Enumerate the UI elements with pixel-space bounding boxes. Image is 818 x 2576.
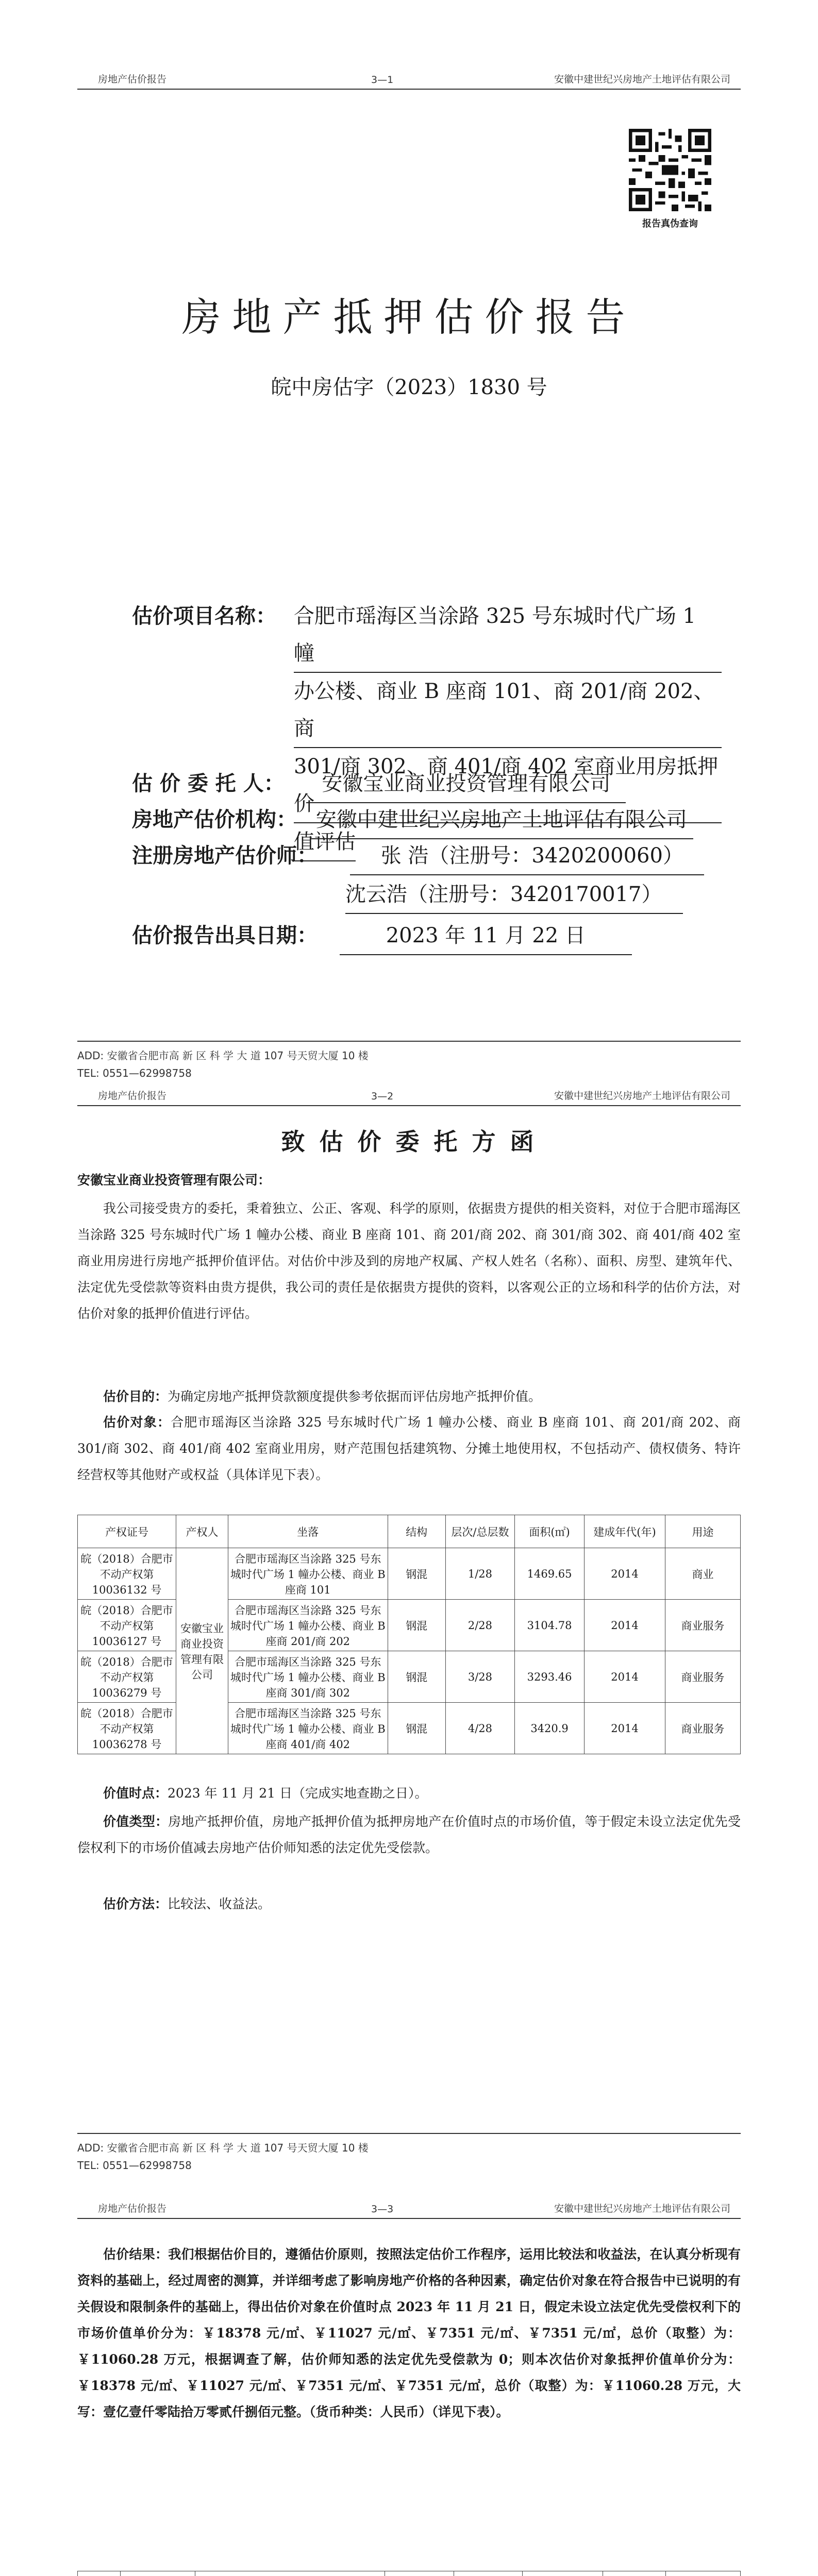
col-header: 层次/总层数 [445, 1515, 515, 1548]
col-header: 产权人 [176, 1515, 228, 1548]
value-type-value: 房地产抵押价值，房地产抵押价值为抵押房地产在价值时点的市场价值，等于假定未设立法定优先受偿权利下的市场价值减去房地产估价师知悉的法定优先受偿款。 [77, 1814, 741, 1855]
header-right: 安徽中建世纪兴房地产土地评估有限公司 [554, 74, 730, 85]
project-name-label: 估价项目名称： [132, 604, 276, 628]
col-header [385, 2571, 454, 2576]
col-header [454, 2571, 522, 2576]
letter-salutation: 安徽宝业商业投资管理有限公司： [77, 1173, 271, 1188]
object-value: 合肥市瑶海区当涂路 325 号东城时代广场 1 幢办公楼、商业 B 座商 101、商 201/商 202、商 301/商 302、商 401/商 402 室商业用房，财产范围包括建筑物、分摊土地使用权，不包括动产、债权债务、特许经营权等其他财产或权益（具体详见下表）。 [77, 1415, 741, 1482]
floor-cell: 2/28 [445, 1600, 515, 1651]
col-header [78, 2571, 121, 2576]
cert-cell: 皖（2018）合肥市不动产权第10036127 号 [78, 1600, 176, 1651]
col-header: 结构 [388, 1515, 445, 1548]
location-cell: 合肥市瑶海区当涂路 325 号东城时代广场 1 幢办公楼、商业 B 座商 301/商 302 [228, 1651, 388, 1703]
floor-cell: 4/28 [445, 1703, 515, 1754]
col-header [603, 2571, 666, 2576]
value-type [77, 1808, 741, 1861]
page-header [77, 73, 741, 90]
footer-address: ADD: 安徽省合肥市高 新 区 科 学 大 道 107 号天贸大厦 10 楼 [77, 2142, 369, 2154]
page-result [0, 2200, 818, 2576]
page-header [77, 1090, 741, 1106]
page-footer [77, 1041, 741, 1082]
appraiser-label: 注册房地产估价师： [132, 843, 318, 868]
cert-cell: 皖（2018）合肥市不动产权第10036132 号 [78, 1548, 176, 1600]
qr-caption: 报告真伪查询 [642, 218, 698, 229]
letter-purpose [77, 1383, 741, 1410]
area-cell: 3420.9 [515, 1703, 585, 1754]
use-cell: 商业服务 [665, 1600, 741, 1651]
purpose-label: 估价目的： [103, 1389, 168, 1404]
report-title: 房地产抵押估价报告 [181, 294, 637, 340]
cert-cell: 皖（2018）合肥市不动产权第10036278 号 [78, 1703, 176, 1754]
cert-cell: 皖（2018）合肥市不动产权第10036279 号 [78, 1651, 176, 1703]
header-page-no: 3—3 [371, 2204, 394, 2215]
value-type-label: 价值类型： [103, 1814, 169, 1829]
letter-intro: 我公司接受贵方的委托，秉着独立、公正、客观、科学的原则，依据贵方提供的相关资料，对位于合肥市瑶海区当涂路 325 号东城时代广场 1 幢办公楼、商业 B 座商 101、商 201/商 202、商 301/商 302、商 401/商 402 室商业用房进行房地产抵押价值评估。对估价中涉及到的房地产权属、产权人姓名（名称）、面积、房型、建筑年代、法定优先受偿款等资料由贵方提供，我公司的责任是依据贵方提供的资料，以客观公正的立场和科学的估价方法，对估价对象的抵押价值进行评估。 [77, 1201, 741, 1321]
col-header [523, 2571, 603, 2576]
col-header: 产权证号 [78, 1515, 176, 1548]
col-header [120, 2571, 195, 2576]
structure-cell: 钢混 [388, 1600, 445, 1651]
letter-object [77, 1409, 741, 1488]
owner-cell: 安徽宝业商业投资管理有限公司 [176, 1548, 228, 1754]
header-left: 房地产估价报告 [98, 1090, 167, 1101]
floor-cell: 3/28 [445, 1651, 515, 1703]
header-left: 房地产估价报告 [98, 2203, 167, 2214]
col-header: 建成年代(年) [584, 1515, 665, 1548]
header-right: 安徽中建世纪兴房地产土地评估有限公司 [554, 1090, 730, 1101]
valuation-result [77, 2241, 741, 2425]
page-cover [0, 0, 818, 1087]
date-label: 估价报告出具日期： [132, 923, 318, 947]
col-header: 坐落 [228, 1515, 388, 1548]
agency-row [132, 801, 693, 839]
client-value: 安徽宝业商业投资管理有限公司 [306, 765, 626, 803]
table-header-row [78, 1515, 741, 1548]
use-cell: 商业 [665, 1548, 741, 1600]
result-table [77, 2571, 741, 2576]
col-header: 面积(㎡) [515, 1515, 585, 1548]
object-label: 估价对象： [103, 1415, 171, 1430]
structure-cell: 钢混 [388, 1651, 445, 1703]
footer-tel: TEL: 0551—62998758 [77, 2159, 192, 2172]
use-cell: 商业服务 [665, 1651, 741, 1703]
structure-cell: 钢混 [388, 1703, 445, 1754]
page-letter [0, 1087, 818, 2200]
project-line: 值评估 [294, 823, 356, 861]
purpose-value: 为确定房地产抵押贷款额度提供参考依据而评估房地产抵押价值。 [168, 1389, 542, 1404]
value-date-value: 2023 年 11 月 21 日（完成实地查勘之日）。 [168, 1786, 428, 1801]
location-cell: 合肥市瑶海区当涂路 325 号东城时代广场 1 幢办公楼、商业 B 座商 101 [228, 1548, 388, 1600]
header-page-no: 3—2 [371, 1091, 394, 1102]
area-cell: 1469.65 [515, 1548, 585, 1600]
use-cell: 商业服务 [665, 1703, 741, 1754]
appraiser-value: 张 浩（注册号：3420200060） [350, 837, 704, 875]
col-header [195, 2571, 385, 2576]
area-cell: 3104.78 [515, 1600, 585, 1651]
date-value: 2023 年 11 月 22 日 [340, 917, 632, 955]
structure-cell: 钢混 [388, 1548, 445, 1600]
floor-cell: 1/28 [445, 1548, 515, 1600]
project-line: 合肥市瑶海区当涂路 325 号东城时代广场 1 幢 [294, 598, 722, 673]
footer-address: ADD: 安徽省合肥市高 新 区 科 学 大 道 107 号天贸大厦 10 楼 [77, 1049, 369, 1062]
header-right: 安徽中建世纪兴房地产土地评估有限公司 [554, 2203, 730, 2214]
project-line: 办公楼、商业 B 座商 101、商 201/商 202、商 [294, 673, 722, 748]
property-table [77, 1515, 741, 1754]
value-date-label: 价值时点： [103, 1786, 168, 1801]
col-header: 用途 [665, 1515, 741, 1548]
location-cell: 合肥市瑶海区当涂路 325 号东城时代广场 1 幢办公楼、商业 B 座商 201/商 202 [228, 1600, 388, 1651]
year-cell: 2014 [584, 1651, 665, 1703]
location-cell: 合肥市瑶海区当涂路 325 号东城时代广场 1 幢办公楼、商业 B 座商 401/商 402 [228, 1703, 388, 1754]
col-header [666, 2571, 741, 2576]
year-cell: 2014 [584, 1548, 665, 1600]
method-label: 估价方法： [103, 1896, 168, 1911]
appraiser-value: 沈云浩（注册号：3420170017） [345, 876, 683, 914]
client-row [132, 765, 626, 803]
appraiser-row [132, 837, 704, 875]
table-row [78, 1548, 741, 1600]
result-text: 我们根据估价目的，遵循估价原则，按照法定估价工作程序，运用比较法和收益法，在认真分析现有资料的基础上，经过周密的测算，并详细考虑了影响房地产价格的各种因素，确定估价对象在符合报告中已说明的有关假设和限制条件的基础上，得出估价对象在价值时点 2023 年 11 月 21 日，假定未设立法定优先受偿权利下的市场价值单价分为：￥18378 元/㎡、￥11027 元/㎡、￥7351 元/㎡、￥7351 元/㎡，总价（取整）为：￥11060.28 万元，根据调查了解，估价师知悉的法定优先受偿款为 0；则本次估价对象抵押价值单价分为：￥18378 元/㎡、￥11027 元/㎡、￥7351 元/㎡、￥7351 元/㎡，总价（取整）为：￥11060.28 万元，大写：壹亿壹仟零陆拾万零贰仟捌佰元整。（货币种类：人民币）（详见下表）。 [77, 2247, 741, 2419]
table-header-row [78, 2571, 741, 2576]
value-date [77, 1780, 741, 1806]
qr-code[interactable] [629, 129, 711, 211]
footer-tel: TEL: 0551—62998758 [77, 1067, 192, 1079]
valuation-method [77, 1891, 741, 1917]
year-cell: 2014 [584, 1703, 665, 1754]
method-value: 比较法、收益法。 [168, 1896, 271, 1911]
page-header [77, 2202, 741, 2219]
header-left: 房地产估价报告 [98, 74, 167, 85]
letter-title: 致 估 价 委 托 方 函 [281, 1128, 537, 1156]
agency-value: 安徽中建世纪兴房地产土地评估有限公司 [310, 801, 693, 839]
header-page-no: 3—1 [371, 74, 394, 86]
appraiser-row-2 [345, 876, 683, 914]
result-label: 估价结果： [103, 2247, 169, 2262]
year-cell: 2014 [584, 1600, 665, 1651]
report-doc-number: 皖中房估字（2023）1830 号 [271, 376, 547, 399]
page-footer [77, 2133, 741, 2174]
project-line: 301/商 302、商 401/商 402 室商业用房抵押价 [294, 748, 722, 823]
client-label: 估 价 委 托 人： [132, 771, 285, 795]
area-cell: 3293.46 [515, 1651, 585, 1703]
date-row [132, 917, 632, 955]
agency-label: 房地产估价机构： [132, 807, 297, 832]
